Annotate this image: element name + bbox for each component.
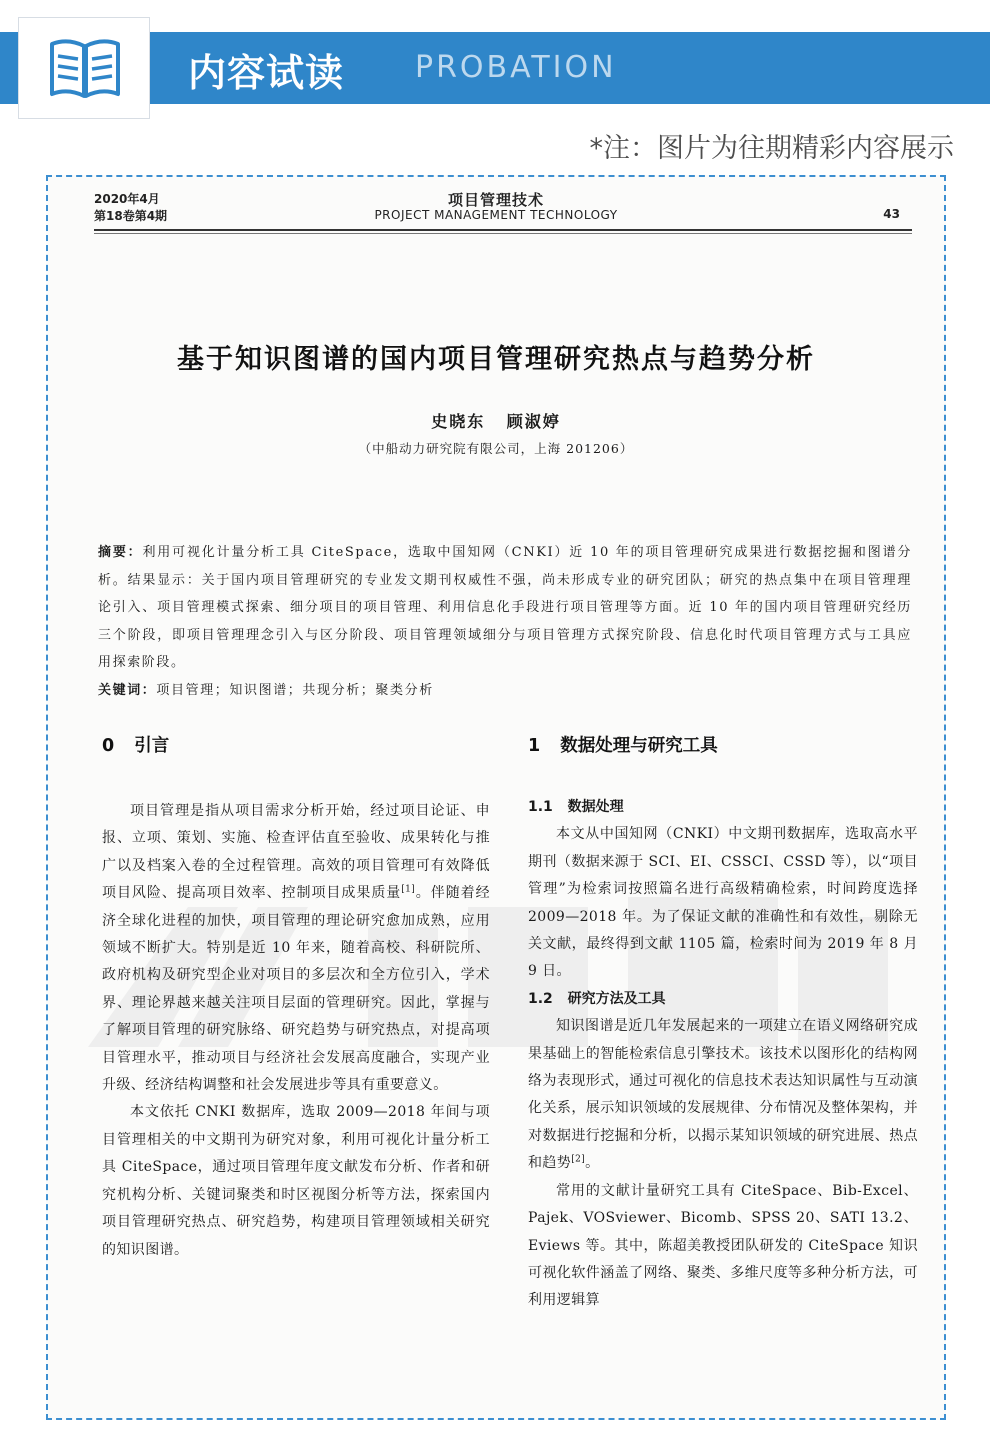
- article-title: 基于知识图谱的国内项目管理研究热点与趋势分析: [177, 344, 815, 375]
- banner-title: 内容试读: [188, 51, 345, 95]
- journal-name-en: PROJECT MANAGEMENT TECHNOLOGY: [374, 208, 618, 222]
- methods-paragraph-1: [528, 1013, 918, 1177]
- section-heading-data-processing: 1 数据处理与研究工具: [528, 736, 718, 756]
- book-logo-box: [18, 17, 150, 119]
- journal-date: 2020年4月: [94, 192, 160, 206]
- banner-subtitle: PROBATION: [415, 50, 617, 85]
- keywords-text: 项目管理；知识图谱；共现分析；聚类分析: [156, 683, 434, 698]
- article-authors: 史晓东 顾淑婷: [431, 412, 561, 431]
- preview-note: *注：图片为往期精彩内容展示: [589, 133, 954, 164]
- abstract: [98, 539, 912, 677]
- section-heading-introduction: 0 引言: [102, 736, 170, 756]
- data-processing-paragraph: 本文从中国知网（CNKI）中文期刊数据库，选取高水平期刊（数据来源于 SCI、EI、CSSCI、CSSD 等），以“项目管理”为检索词按照篇名进行高级精确检索，时间跨度选择 2009—2018 年。为了保证文献的准确性和有效性，剔除无关文献，最终得到文献 1105 篇，检索时间为 2019 年 8 月 9 日。: [528, 826, 918, 980]
- introduction-paragraph-2: 本文依托 CNKI 数据库，选取 2009—2018 年间与项目管理相关的中文期刊为研究对象，利用可视化计量分析工具 CiteSpace，通过项目管理年度文献发布分析、作者和研究机构分析、关键词聚类和时区视图分析等方法，探索国内项目管理研究热点、研究趋势，构建项目管理领域相关研究的知识图谱。: [102, 1104, 490, 1258]
- introduction-paragraph-1: [102, 798, 490, 1099]
- methods-p1-text: 知识图谱是近几年发展起来的一项建立在语义网络研究成果基础上的智能检索信息引擎技术。该技术以图形化的结构网络为表现形式，通过可视化的信息技术表达知识属性与互动演化关系，展示知识领域的发展规律、分布情况及整体架构，并对数据进行挖掘和分析，以揭示某知识领域的研究进展、热点和趋势: [528, 1018, 918, 1172]
- abstract-label: 摘要：: [98, 545, 143, 560]
- article-page-frame: [46, 175, 946, 1420]
- journal-issue: 第18卷第4期: [94, 209, 168, 223]
- right-column: [528, 732, 918, 1315]
- journal-name-block: [48, 189, 944, 222]
- header-rule-thin: [94, 233, 912, 234]
- left-column: [102, 732, 490, 1264]
- citation-ref-1: [1]: [401, 884, 416, 895]
- subsection-heading-1-2: 1.2 研究方法及工具: [528, 990, 666, 1007]
- keywords: [98, 677, 912, 704]
- open-book-icon: [48, 36, 122, 102]
- methods-paragraph-2: 常用的文献计量研究工具有 CiteSpace、Bib-Excel、Pajek、VOSviewer、Bicomb、SPSS 20、SATI 13.2、Eviews 等。其中，陈超美教授团队研发的 CiteSpace 知识可视化软件涵盖了网络、聚类、多维尺度等多种分析方法，可利用逻辑算: [528, 1182, 918, 1309]
- intro-p1-text: 项目管理是指从项目需求分析开始，经过项目论证、申报、立项、策划、实施、检查评估直至验收、成果转化与推广以及档案入卷的全过程管理。高效的项目管理可有效降低项目风险、提高项目效率、控制项目成果质量: [102, 803, 490, 902]
- keywords-label: 关键词：: [98, 683, 157, 698]
- author-affiliation: （中船动力研究院有限公司，上海 201206）: [358, 441, 634, 456]
- page-number: 43: [883, 207, 900, 221]
- subsection-heading-1-1: 1.1 数据处理: [528, 799, 624, 815]
- abstract-text: 利用可视化计量分析工具 CiteSpace，选取中国知网（CNKI）近 10 年的项目管理研究成果进行数据挖掘和图谱分析。结果显示：关于国内项目管理研究的专业发文期刊权威性不强，尚未形成专业的研究团队；研究的热点集中在项目管理理论引入、项目管理模式探索、细分项目的项目管理、利用信息化手段进行项目管理等方面。近 10 年的国内项目管理研究经历三个阶段，即项目管理理念引入与区分阶段、项目管理领域细分与项目管理方式探究阶段、信息化时代项目管理方式与工具应用探索阶段。: [98, 545, 913, 670]
- methods-p1-end: 。: [585, 1155, 600, 1172]
- citation-ref-2: [2]: [571, 1154, 586, 1165]
- journal-name: 项目管理技术: [447, 191, 544, 209]
- header-rule: [94, 229, 912, 231]
- intro-p1-text-cont: 。伴随着经济全球化进程的加快，项目管理的理论研究愈加成熟，应用领域不断扩大。特别是近 10 年来，随着高校、科研院所、政府机构及研究型企业对项目的多层次和全方位引入，学术界、理论界越来越关注项目层面的管理研究。因此，掌握与了解项目管理的研究脉络、研究趋势与研究热点，对提高项目管理水平，推动项目与经济社会发展高度融合，实现产业升级、经济结构调整和社会发展进步等具有重要意义。: [102, 885, 491, 1094]
